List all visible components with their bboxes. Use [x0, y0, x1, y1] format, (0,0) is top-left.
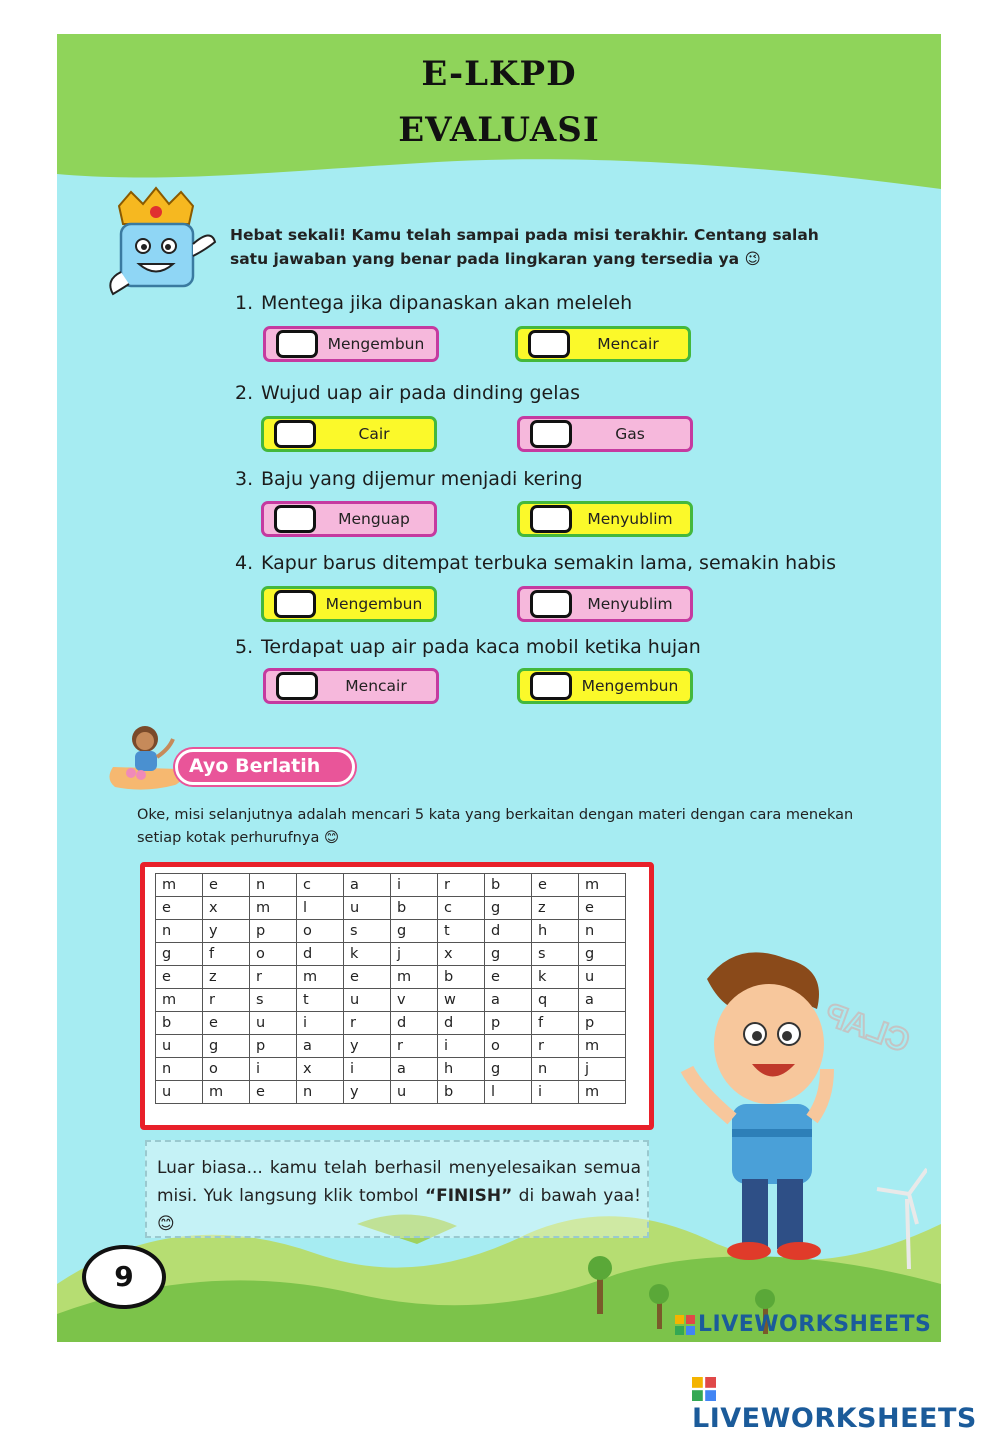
grid-cell[interactable]: l	[485, 1081, 532, 1104]
option-q4-b[interactable]	[517, 586, 693, 622]
grid-cell[interactable]: u	[250, 1012, 297, 1035]
grid-cell[interactable]: p	[485, 1012, 532, 1035]
question-text: Mentega jika dipanaskan akan meleleh	[261, 292, 633, 314]
checkbox[interactable]	[276, 330, 318, 358]
grid-cell[interactable]: c	[297, 874, 344, 897]
grid-cell[interactable]: n	[250, 874, 297, 897]
question-number: 3.	[235, 468, 254, 490]
option-q2-a[interactable]	[261, 416, 437, 452]
grid-cell[interactable]: p	[250, 920, 297, 943]
grid-cell[interactable]: m	[203, 1081, 250, 1104]
grid-cell[interactable]: n	[156, 1058, 203, 1081]
option-label: Menyublim	[587, 510, 673, 528]
grid-cell[interactable]: z	[203, 966, 250, 989]
grid-cell[interactable]: g	[156, 943, 203, 966]
option-label: Mencair	[597, 335, 659, 353]
grid-cell[interactable]: e	[203, 874, 250, 897]
option-q1-b[interactable]	[515, 326, 691, 362]
grid-cell[interactable]: i	[391, 874, 438, 897]
watermark-inner	[675, 1312, 931, 1337]
grid-cell[interactable]: s	[532, 943, 579, 966]
grid-cell[interactable]: i	[297, 1012, 344, 1035]
grid-cell[interactable]: c	[438, 897, 485, 920]
finish-keyword: “FINISH”	[424, 1186, 513, 1206]
option-label: Mencair	[345, 677, 407, 695]
grid-cell[interactable]: u	[156, 1035, 203, 1058]
option-q2-b[interactable]	[517, 416, 693, 452]
grid-cell[interactable]: a	[344, 874, 391, 897]
grid-cell[interactable]: v	[391, 989, 438, 1012]
checkbox[interactable]	[276, 672, 318, 700]
grid-cell[interactable]: j	[391, 943, 438, 966]
grid-cell[interactable]: g	[579, 943, 626, 966]
grid-cell[interactable]: d	[391, 1012, 438, 1035]
section-banner	[105, 719, 365, 794]
closing-part-1: Luar biasa... kamu telah berhasil menyelesaikan semua misi. Yuk langsung klik tombol	[157, 1158, 641, 1206]
grid-cell[interactable]: y	[203, 920, 250, 943]
option-q3-b[interactable]	[517, 501, 693, 537]
question-text: Terdapat uap air pada kaca mobil ketika hujan	[261, 636, 701, 658]
grid-cell[interactable]: g	[203, 1035, 250, 1058]
page-number: 9	[82, 1245, 166, 1309]
question-3	[235, 468, 583, 490]
grid-cell[interactable]: d	[438, 1012, 485, 1035]
grid-cell[interactable]: x	[297, 1058, 344, 1081]
grid-cell[interactable]: f	[203, 943, 250, 966]
checkbox[interactable]	[530, 672, 572, 700]
grid-cell[interactable]: e	[485, 966, 532, 989]
grid-cell[interactable]: f	[532, 1012, 579, 1035]
checkbox[interactable]	[274, 505, 316, 533]
watermark-bottom	[692, 1372, 1000, 1434]
option-label: Mengembun	[581, 677, 679, 695]
grid-cell[interactable]: u	[579, 966, 626, 989]
option-label: Menyublim	[587, 595, 673, 613]
option-q1-a[interactable]	[263, 326, 439, 362]
question-text: Wujud uap air pada dinding gelas	[261, 382, 581, 404]
checkbox[interactable]	[274, 420, 316, 448]
ice-cube-king-mascot	[101, 184, 221, 304]
option-label: Gas	[615, 425, 645, 443]
grid-cell[interactable]: m	[156, 989, 203, 1012]
grid-cell[interactable]: b	[391, 897, 438, 920]
grid-cell[interactable]: n	[156, 920, 203, 943]
watermark-text: LIVEWORKSHEETS	[692, 1403, 977, 1434]
grid-cell[interactable]: m	[579, 1035, 626, 1058]
grid-cell[interactable]: n	[579, 920, 626, 943]
grid-cell[interactable]: j	[579, 1058, 626, 1081]
grid-cell[interactable]: b	[156, 1012, 203, 1035]
grid-cell[interactable]: b	[438, 1081, 485, 1104]
grid-cell[interactable]: h	[532, 920, 579, 943]
grid-row	[156, 966, 626, 989]
grid-cell[interactable]: a	[391, 1058, 438, 1081]
grid-cell[interactable]: e	[156, 897, 203, 920]
grid-cell[interactable]: t	[297, 989, 344, 1012]
header-title: E-LKPD	[421, 54, 577, 94]
grid-cell[interactable]: g	[485, 943, 532, 966]
grid-cell[interactable]: p	[250, 1035, 297, 1058]
liveworksheets-logo-icon	[692, 1377, 716, 1401]
grid-cell[interactable]: u	[344, 989, 391, 1012]
grid-cell[interactable]: q	[532, 989, 579, 1012]
liveworksheets-logo-icon	[675, 1315, 695, 1335]
grid-cell[interactable]: m	[250, 897, 297, 920]
closing-message-box	[145, 1140, 649, 1238]
grid-cell[interactable]: p	[579, 1012, 626, 1035]
question-2	[235, 382, 580, 404]
grid-cell[interactable]: x	[438, 943, 485, 966]
grid-cell[interactable]: s	[250, 989, 297, 1012]
grid-cell[interactable]: e	[203, 1012, 250, 1035]
question-5	[235, 636, 701, 658]
option-q5-a[interactable]	[263, 668, 439, 704]
grid-cell[interactable]: i	[250, 1058, 297, 1081]
grid-row	[156, 1012, 626, 1035]
grid-cell[interactable]: m	[579, 874, 626, 897]
grid-cell[interactable]: m	[579, 1081, 626, 1104]
checkbox[interactable]	[528, 330, 570, 358]
grid-cell[interactable]: w	[438, 989, 485, 1012]
grid-row	[156, 1081, 626, 1104]
grid-row	[156, 989, 626, 1012]
grid-cell[interactable]: r	[438, 874, 485, 897]
grid-row	[156, 1058, 626, 1081]
grid-cell[interactable]: r	[391, 1035, 438, 1058]
question-number: 4.	[235, 552, 254, 574]
grid-cell[interactable]: u	[344, 897, 391, 920]
grid-cell[interactable]: g	[485, 1058, 532, 1081]
grid-cell[interactable]: b	[485, 874, 532, 897]
checkbox[interactable]	[530, 590, 572, 618]
wordsearch-frame	[140, 862, 654, 1130]
grid-cell[interactable]: o	[250, 943, 297, 966]
closing-message	[157, 1154, 641, 1238]
grid-row	[156, 874, 626, 897]
grid-cell[interactable]: i	[344, 1058, 391, 1081]
grid-cell[interactable]: i	[438, 1035, 485, 1058]
grid-cell[interactable]: m	[156, 874, 203, 897]
grid-cell[interactable]: r	[344, 1012, 391, 1035]
grid-cell[interactable]: e	[344, 966, 391, 989]
grid-cell[interactable]: i	[532, 1081, 579, 1104]
question-number: 5.	[235, 636, 254, 658]
option-label: Menguap	[338, 510, 410, 528]
grid-cell[interactable]: b	[438, 966, 485, 989]
grid-cell[interactable]: g	[485, 897, 532, 920]
grid-cell[interactable]: m	[297, 966, 344, 989]
grid-cell[interactable]: k	[532, 966, 579, 989]
grid-cell[interactable]: l	[297, 897, 344, 920]
grid-cell[interactable]: t	[438, 920, 485, 943]
option-label: Mengembun	[327, 335, 425, 353]
grid-cell[interactable]: x	[203, 897, 250, 920]
grid-cell[interactable]: m	[391, 966, 438, 989]
closing-part-2: di bawah yaa! 😊	[157, 1186, 641, 1234]
grid-cell[interactable]: o	[297, 920, 344, 943]
grid-cell[interactable]: a	[485, 989, 532, 1012]
grid-cell[interactable]: z	[532, 897, 579, 920]
grid-cell[interactable]: o	[485, 1035, 532, 1058]
grid-cell[interactable]: d	[485, 920, 532, 943]
checkbox[interactable]	[530, 505, 572, 533]
grid-cell[interactable]: n	[297, 1081, 344, 1104]
option-q4-a[interactable]	[261, 586, 437, 622]
grid-row	[156, 920, 626, 943]
grid-cell[interactable]: y	[344, 1081, 391, 1104]
intro-text: Hebat sekali! Kamu telah sampai pada misi terakhir. Centang salah satu jawaban yang benar pada lingkaran yang tersedia ya 😉	[230, 226, 819, 268]
grid-cell[interactable]: o	[203, 1058, 250, 1081]
grid-cell[interactable]: e	[156, 966, 203, 989]
wordsearch-instruction: Oke, misi selanjutnya adalah mencari 5 kata yang berkaitan dengan materi dengan cara menekan setiap kotak perhurufnya 😊	[137, 807, 854, 846]
grid-cell[interactable]: h	[438, 1058, 485, 1081]
question-1	[235, 292, 632, 314]
grid-cell[interactable]: e	[250, 1081, 297, 1104]
question-text: Baju yang dijemur menjadi kering	[261, 468, 583, 490]
question-text: Kapur barus ditempat terbuka semakin lama, semakin habis	[261, 552, 837, 574]
clap-text: CLAP	[820, 995, 915, 1060]
checkbox[interactable]	[274, 590, 316, 618]
question-number: 2.	[235, 382, 254, 404]
grid-cell[interactable]: r	[203, 989, 250, 1012]
grid-cell[interactable]: r	[250, 966, 297, 989]
grid-cell[interactable]: d	[297, 943, 344, 966]
grid-cell[interactable]: y	[344, 1035, 391, 1058]
grid-cell[interactable]: n	[532, 1058, 579, 1081]
checkbox[interactable]	[530, 420, 572, 448]
grid-cell[interactable]: s	[344, 920, 391, 943]
grid-cell[interactable]: e	[532, 874, 579, 897]
grid-row	[156, 1035, 626, 1058]
grid-row	[156, 943, 626, 966]
header-subtitle: EVALUASI	[398, 110, 600, 150]
question-number: 1.	[235, 292, 254, 314]
option-q5-b[interactable]	[517, 668, 693, 704]
question-4	[235, 552, 836, 574]
grid-cell[interactable]: r	[532, 1035, 579, 1058]
grid-cell[interactable]: e	[579, 897, 626, 920]
grid-row	[156, 897, 626, 920]
wordsearch-grid	[155, 873, 626, 1104]
option-label: Cair	[358, 425, 390, 443]
grid-cell[interactable]: u	[391, 1081, 438, 1104]
clapping-boy-illustration	[677, 939, 927, 1269]
grid-cell[interactable]: u	[156, 1081, 203, 1104]
grid-cell[interactable]: a	[297, 1035, 344, 1058]
section-label: Ayo Berlatih	[189, 755, 321, 777]
option-q3-a[interactable]	[261, 501, 437, 537]
watermark-text: LIVEWORKSHEETS	[698, 1312, 932, 1337]
option-label: Mengembun	[325, 595, 423, 613]
grid-cell[interactable]: a	[579, 989, 626, 1012]
worksheet-page	[57, 34, 941, 1342]
grid-cell[interactable]: k	[344, 943, 391, 966]
grid-cell[interactable]: g	[391, 920, 438, 943]
